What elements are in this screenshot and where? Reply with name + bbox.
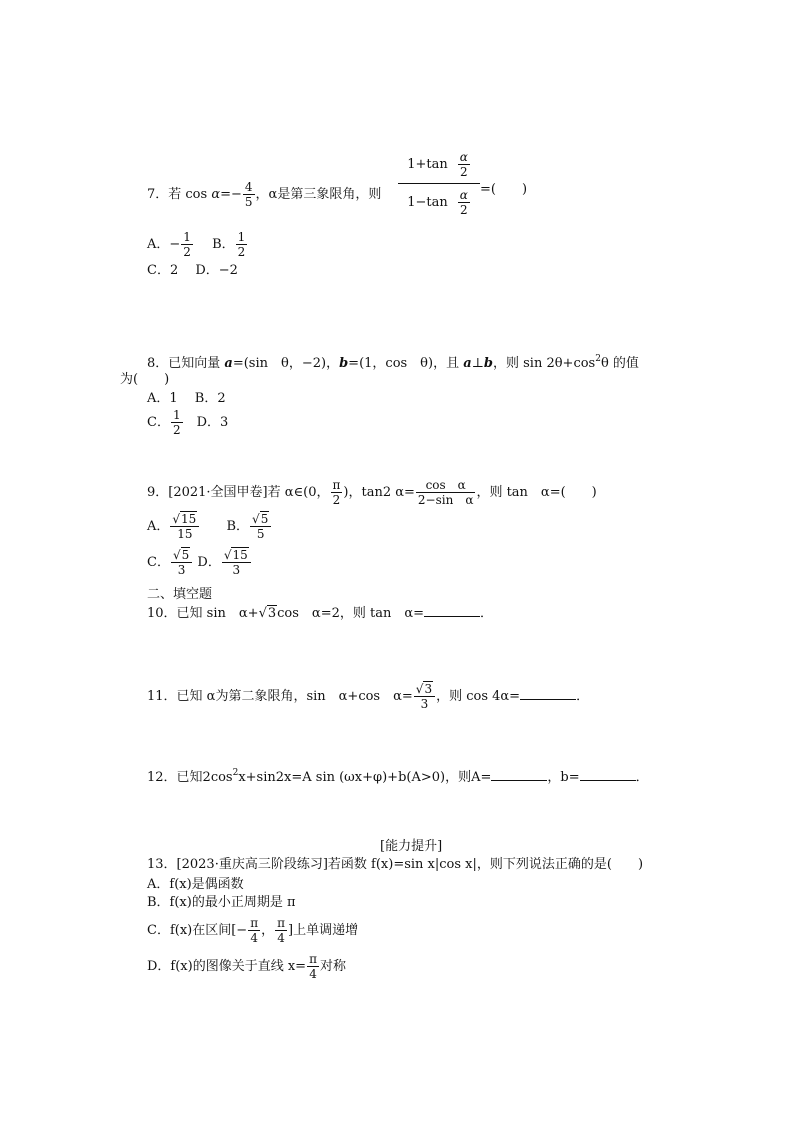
q13-option-b: B．f(x)的最小正周期是 π xyxy=(147,895,296,910)
section-heading-fill-in: 二、填空题 xyxy=(147,587,213,602)
section-heading-ability: [能力提升] xyxy=(380,839,443,854)
q11-stem: 11．已知 α为第二象限角，sin α+cos α= $\frac{√3}{3}$ ，则 cos 4α= ． xyxy=(147,682,590,711)
q8-stem: 8．已知向量 a=(sin θ，−2)，b=(1，cos θ)，且 a⊥b，则 $\sin 2\theta+\cos^2\theta$ 的值 xyxy=(147,354,639,371)
q9-stem: 9．[2021·全国甲卷]若 α∈(0， $\frac{\pi}{2}$ )，tan2 α= $\frac{\text{cos α}}{\text{2−sin α}}$ ，则 tan α=( ) xyxy=(147,478,597,507)
answer-blank-a[interactable] xyxy=(491,770,547,781)
q10-stem: 10．已知 sin α+√3cos α=2，则 tan α= ． xyxy=(147,606,494,621)
q8-stem-line2: 为( ) xyxy=(120,372,170,387)
q7-stem: 7．若 cos α=− $\frac{4}{5}$ ，α是第三象限角，则 xyxy=(147,180,382,209)
answer-blank-b[interactable] xyxy=(580,770,636,781)
fraction: $\frac{4}{5}$ xyxy=(244,180,253,209)
q8-options-cd: C． $\frac{1}{2}$ D．3 xyxy=(147,408,229,437)
q12-stem: 12．已知$2\cos^2x+\sin 2x=A$ sin (ωx+φ)+b(A>0)，则A= ，b= ． xyxy=(147,768,649,785)
q7-big-fraction: 1+tan $\frac{\alpha}{2}$ 1−tan $\frac{\alpha}{2}$ xyxy=(398,150,480,217)
q9-options-cd: C． $\frac{√5}{3}$ D． $\frac{√15}{3}$ xyxy=(147,548,252,577)
q13-stem: 13．[2023·重庆高三阶段练习]若函数 f(x)=sin x|cos x|，则下列说法正确的是( ) xyxy=(147,857,644,872)
q7-options-cd: C．2 D．−2 xyxy=(147,263,238,278)
q9-options-ab: A． $\frac{√15}{15}$ B． $\frac{√5}{5}$ xyxy=(147,512,272,541)
q7-options-ab: A．− $\frac{1}{2}$ B． $\frac{1}{2}$ xyxy=(147,230,246,259)
q13-option-d: D．f(x)的图像关于直线 x= $\frac{\pi}{4}$ 对称 xyxy=(147,952,346,981)
q8-options-ab: A．1 B．2 xyxy=(147,391,226,406)
q7-paren: =( ) xyxy=(480,182,528,197)
q13-option-c: C．f(x)在区间[− $\frac{\pi}{4}$ ， $\frac{\pi}{4}$ ]上单调递增 xyxy=(147,916,359,945)
answer-blank[interactable] xyxy=(424,606,480,617)
answer-blank[interactable] xyxy=(520,689,576,700)
q7-number: 7．若 cos xyxy=(147,187,212,202)
q13-option-a: A．f(x)是偶函数 xyxy=(147,877,244,892)
